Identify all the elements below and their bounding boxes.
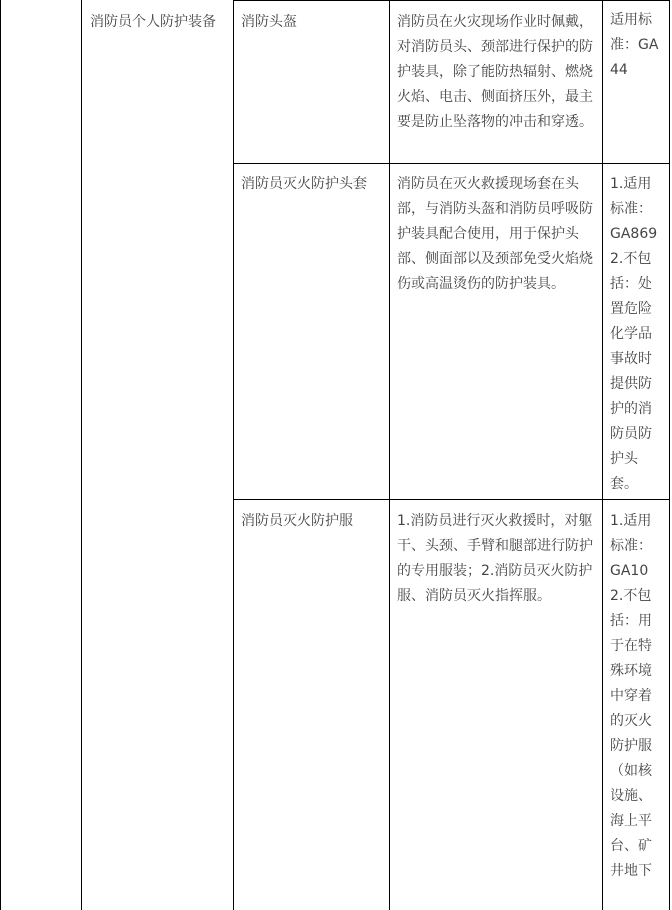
row-2-name: 消防员灭火防护头套	[241, 176, 367, 192]
table-divider-4	[602, 0, 603, 910]
row-3-note: 1.适用标准：GA10 2.不包括：用于在特殊环境中穿着的灭火防护服（如核设施、海上平台、矿井地下	[610, 513, 652, 879]
category-cell: 消防员个人防护装备	[90, 14, 216, 30]
row-3-name: 消防员灭火防护服	[241, 513, 353, 529]
row-2-description: 消防员在灭火救援现场套在头部，与消防头盔和消防员呼吸防护装具配合使用，用于保护头部、侧面部以及颈部免受火焰烧伤或高温烫伤的防护装具。	[397, 176, 593, 292]
row-2-note: 1.适用标准：GA869 2.不包括：处置危险化学品事故时提供防护的消防员防护头套。	[610, 176, 658, 492]
table-border-right	[669, 0, 670, 910]
row-1-name: 消防头盔	[241, 14, 297, 30]
table-divider-3	[389, 0, 390, 910]
row-1-note: 适用标准：GA44	[610, 12, 659, 78]
row-3-description: 1.消防员进行灭火救援时，对躯干、头颈、手臂和腿部进行防护的专用服装；2.消防员灭火防护服、消防员灭火指挥服。	[397, 513, 593, 604]
table-row-separator-2	[233, 499, 670, 500]
table-divider-2	[233, 0, 234, 910]
table-row-separator-1	[233, 163, 670, 164]
table-border-left	[0, 0, 1, 910]
table-divider-1	[81, 0, 82, 910]
row-1-description: 消防员在火灾现场作业时佩戴，对消防员头、颈部进行保护的防护装具，除了能防热辐射、燃烧火焰、电击、侧面挤压外，最主要是防止坠落物的冲击和穿透。	[397, 14, 593, 130]
table-row-top-border	[233, 0, 670, 1]
